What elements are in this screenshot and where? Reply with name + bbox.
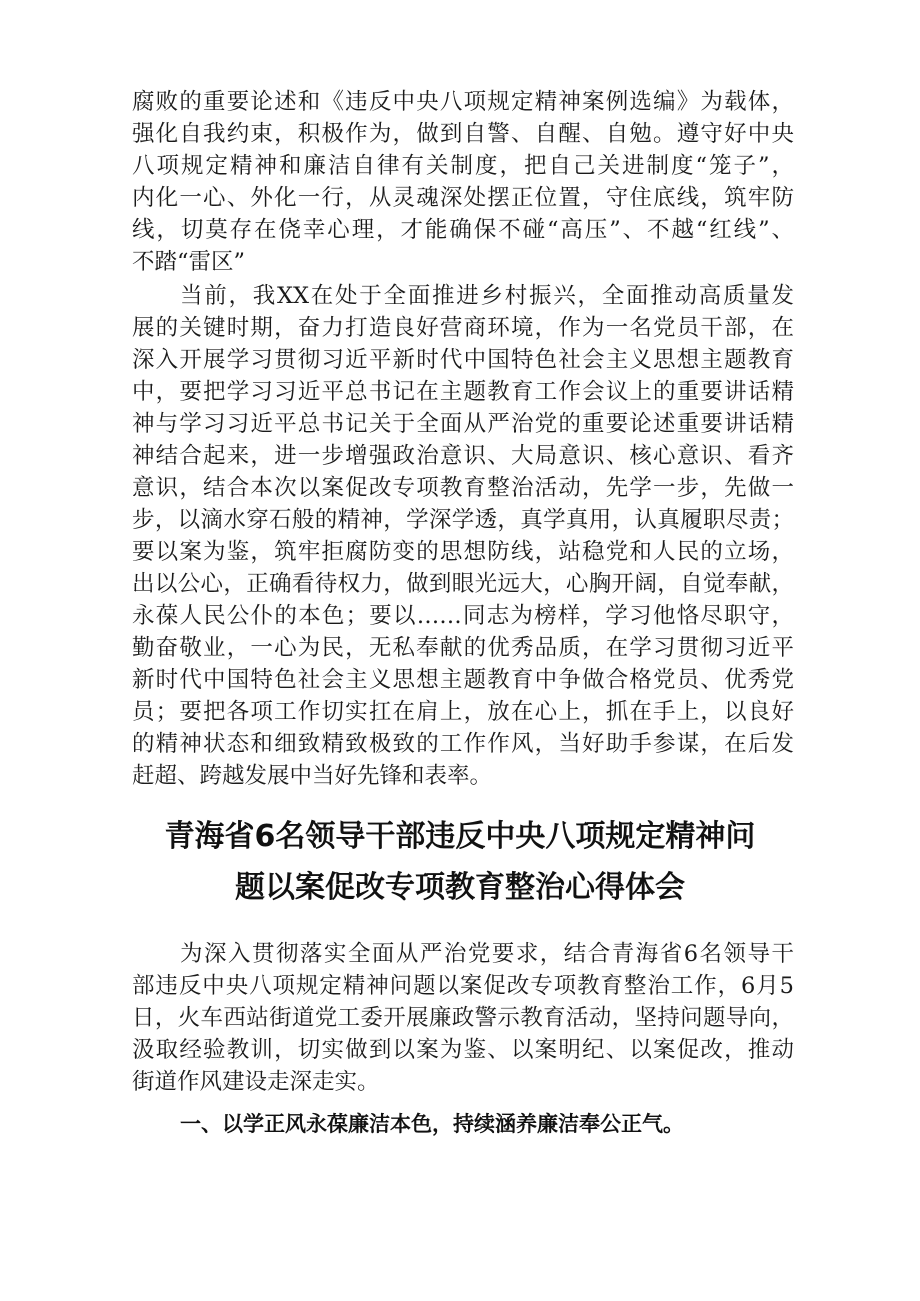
paragraph-line: 展的关键时期，奋力打造良好营商环境，作为一名党员干部，在 [132,315,794,341]
paragraph-line: 勤奋敬业，一心为民，无私奉献的优秀品质，在学习贯彻习近平 [132,635,794,661]
paragraph-line: 为深入贯彻落实全面从严治党要求，结合青海省6名领导干 [180,941,794,967]
paragraph-line: 街道作风建设走深走实。 [132,1069,380,1095]
paragraph-line: 线，切莫存在侥幸心理，才能确保不碰“高压”、不越“红线”、 [132,217,794,243]
section-heading: 一、以学正风永葆廉洁本色，持续涵养廉洁奉公正气。 [180,1112,684,1136]
paragraph-line: 步，以滴水穿石般的精神，学深学透，真学真用，认真履职尽责； [132,507,794,533]
paragraph-line: 深入开展学习贯彻习近平新时代中国特色社会主义思想主题教育 [132,347,794,373]
paragraph-line: 的精神状态和细致精致极致的工作作风，当好助手参谋，在后发 [132,731,794,757]
paragraph-line: 当前，我XX在处于全面推进乡村振兴，全面推动高质量发 [180,283,794,309]
article-title-line-1: 青海省6名领导干部违反中央八项规定精神问 [164,819,756,854]
paragraph-line: 八项规定精神和廉洁自律有关制度，把自己关进制度“笼子”， [132,153,794,179]
paragraph-line: 神与学习习近平总书记关于全面从严治党的重要论述重要讲话精 [132,411,794,437]
paragraph-line: 员；要把各项工作切实扛在肩上，放在心上，抓在手上，以良好 [132,699,794,725]
paragraph-line: 内化一心、外化一行，从灵魂深处摆正位置，守住底线，筑牢防 [132,185,794,211]
paragraph-line: 意识，结合本次以案促改专项教育整治活动，先学一步，先做一 [132,475,794,501]
paragraph-line: 中，要把学习习近平总书记在主题教育工作会议上的重要讲话精 [132,379,794,405]
paragraph-line: 神结合起来，进一步增强政治意识、大局意识、核心意识、看齐 [132,443,794,469]
paragraph-line: 腐败的重要论述和《违反中央八项规定精神案例选编》为载体， [132,89,794,115]
paragraph-line: 部违反中央八项规定精神问题以案促改专项教育整治工作，6月5 [132,973,794,999]
paragraph-line: 强化自我约束，积极作为，做到自警、自醒、自勉。遵守好中央 [132,121,794,147]
article-title-line-2: 题以案促改专项教育整治心得体会 [235,870,685,905]
paragraph-line: 汲取经验教训，切实做到以案为鉴、以案明纪、以案促改，推动 [132,1037,794,1063]
paragraph-line: 日，火车西站街道党工委开展廉政警示教育活动，坚持问题导向， [132,1005,794,1031]
paragraph-line: 不踏“雷区” [132,249,246,275]
paragraph-line: 赶超、跨越发展中当好先锋和表率。 [132,763,493,789]
paragraph-line: 新时代中国特色社会主义思想主题教育中争做合格党员、优秀党 [132,667,794,693]
paragraph-line: 要以案为鉴，筑牢拒腐防变的思想防线，站稳党和人民的立场， [132,539,794,565]
paragraph-line: 永葆人民公仆的本色；要以……同志为榜样，学习他恪尽职守， [132,603,794,629]
paragraph-line: 出以公心，正确看待权力，做到眼光远大，心胸开阔，自觉奉献， [132,571,794,597]
